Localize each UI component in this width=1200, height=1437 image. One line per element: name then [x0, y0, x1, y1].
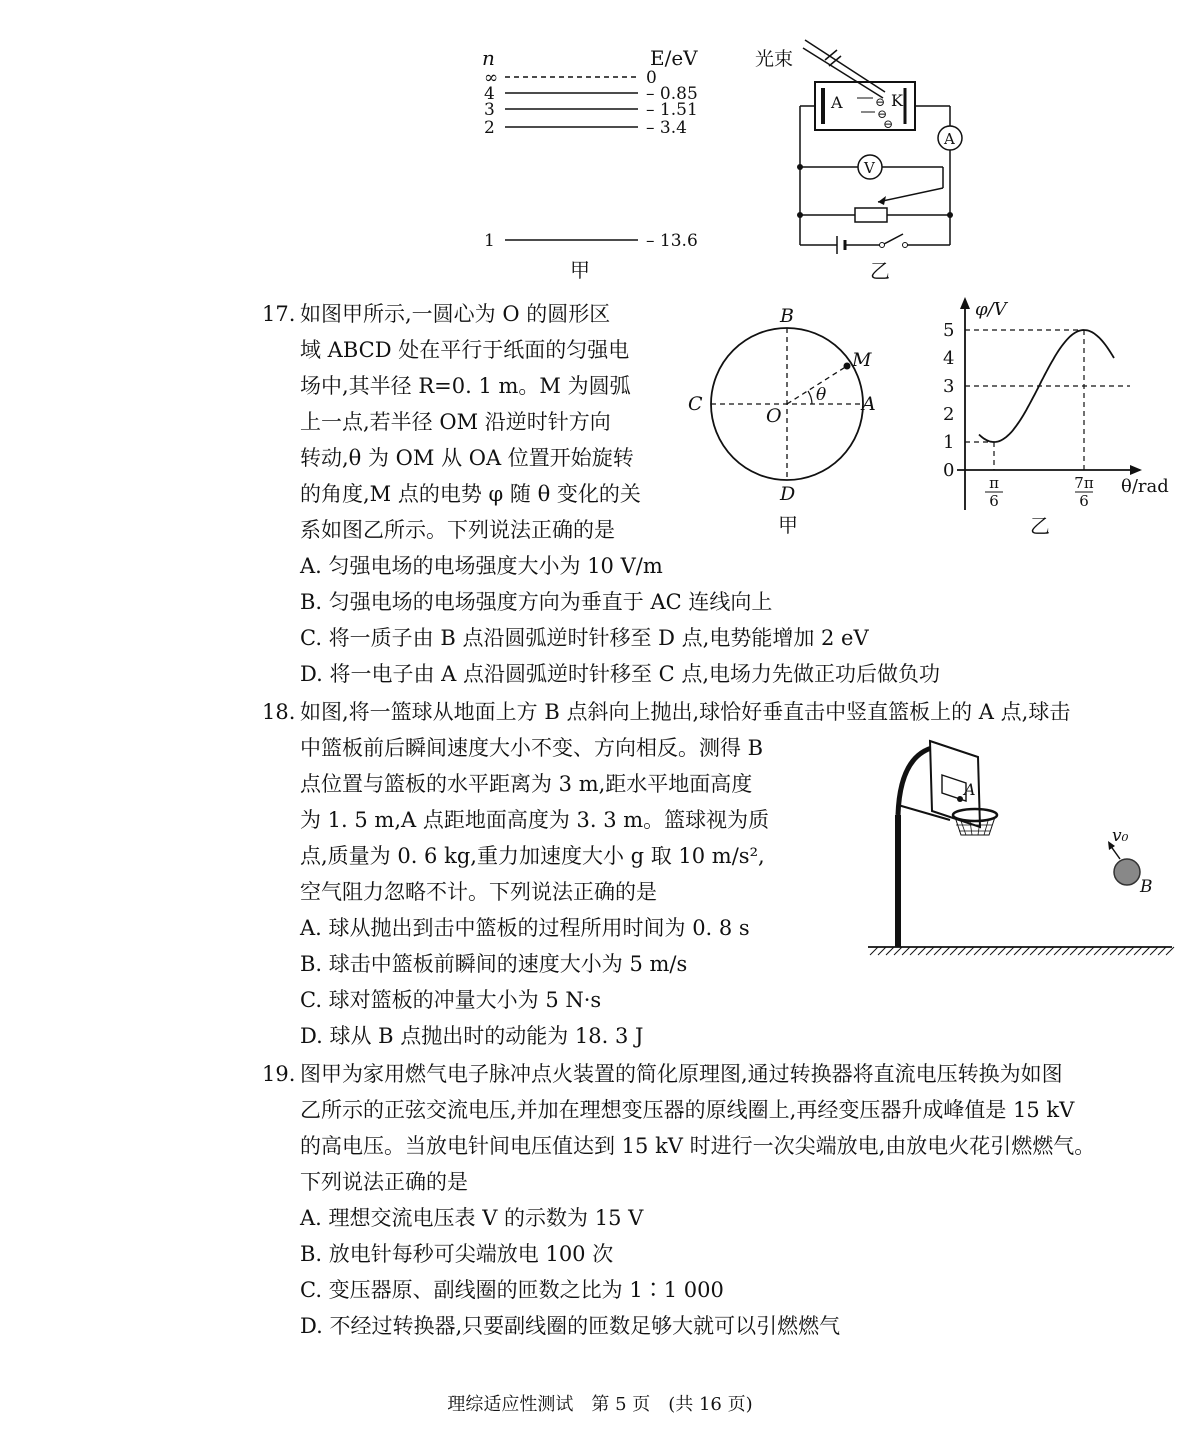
ground-hatch — [918, 947, 926, 955]
level-n-label: 1 — [484, 231, 495, 251]
q19-number: 19. — [262, 1062, 296, 1086]
y-tick-label: 5 — [943, 320, 955, 341]
point-a-label: A — [964, 780, 976, 799]
page-footer: 理综适应性测试 第 5 页 (共 16 页) — [447, 1394, 753, 1415]
y-tick-label: 2 — [943, 404, 955, 425]
q17-stem-line: 系如图乙所示。下列说法正确的是 — [300, 518, 615, 542]
ground-hatch — [966, 947, 974, 955]
circuit-caption: 乙 — [870, 259, 890, 283]
y-tick-label: 3 — [943, 376, 955, 397]
ground-hatch — [1070, 947, 1078, 955]
q18-option-b: B. 球击中篮板前瞬间的速度大小为 5 m/s — [300, 952, 688, 976]
y-tick-label: 4 — [943, 348, 955, 369]
ground-hatch — [886, 947, 894, 955]
ground-hatch — [1046, 947, 1054, 955]
ground-hatch — [982, 947, 990, 955]
graph-caption: 乙 — [1030, 514, 1050, 538]
energy-level-diagram — [470, 45, 730, 285]
level-n-label: 2 — [484, 118, 495, 138]
q19-option-d: D. 不经过转换器,只要副线圈的匝数足够大就可以引燃燃气 — [300, 1314, 841, 1338]
ground-hatch — [1014, 947, 1022, 955]
q18-stem-line: 中篮板前后瞬间速度大小不变、方向相反。测得 B — [300, 736, 764, 760]
point-b: B — [780, 305, 794, 327]
q18-stem-line: 点位置与篮板的水平距离为 3 m,距水平地面高度 — [300, 772, 753, 796]
e-label: E/eV — [650, 46, 698, 70]
y-tick-label: 0 — [943, 460, 955, 481]
q17-number: 17. — [262, 302, 296, 326]
voltmeter-label: V — [864, 159, 875, 177]
q18-stem-line: 为 1. 5 m,A 点距地面高度为 3. 3 m。篮球视为质 — [300, 808, 770, 832]
ground-hatch — [1022, 947, 1030, 955]
level-n-label: ∞ — [484, 68, 499, 88]
level-n-label: 4 — [484, 84, 495, 104]
x-tick-denominator: 6 — [989, 492, 999, 510]
anode-label: A — [831, 93, 843, 112]
point-d: D — [780, 483, 796, 505]
q17-stem-line: 场中,其半径 R=0. 1 m。M 为圆弧 — [300, 374, 631, 398]
ground-hatch — [1078, 947, 1086, 955]
electron-symbol: ⊖ — [875, 95, 886, 109]
electron-symbol-3: ⊖ — [883, 117, 894, 131]
velocity-label: v₀ — [1112, 826, 1129, 846]
q17-stem-line: 转动,θ 为 OM 从 OA 位置开始旋转 — [300, 446, 634, 470]
ground-hatch — [1094, 947, 1102, 955]
level-n-label: 3 — [484, 100, 495, 120]
q18-stem-line: 点,质量为 0. 6 kg,重力加速度大小 g 取 10 m/s², — [300, 844, 765, 868]
q17-stem-line: 的角度,M 点的电势 φ 随 θ 变化的关 — [300, 482, 641, 506]
q17-options — [300, 548, 940, 692]
point-b-label: B — [1140, 877, 1153, 897]
ground-hatch — [942, 947, 950, 955]
q18-first-line: 如图,将一篮球从地面上方 B 点斜向上抛出,球恰好垂直击中竖直篮板上的 A 点,球击 — [300, 700, 1071, 724]
ground-hatch — [1142, 947, 1150, 955]
ground-hatch — [974, 947, 982, 955]
level-energy-label: – 0.85 — [646, 84, 698, 104]
ground-hatch — [1110, 947, 1118, 955]
q18-stem — [300, 730, 769, 910]
ground-hatch — [902, 947, 910, 955]
ground-hatch — [1134, 947, 1142, 955]
ground-hatch — [926, 947, 934, 955]
q17-stem-line: 如图甲所示,一圆心为 O 的圆形区 — [300, 302, 611, 326]
energy-diagram-caption: 甲 — [570, 258, 590, 282]
ground-hatch — [910, 947, 918, 955]
ground-hatch — [1166, 947, 1174, 955]
q17-option-c: C. 将一质子由 B 点沿圆弧逆时针移至 D 点,电势能增加 2 eV — [300, 626, 869, 650]
ground-hatch — [878, 947, 886, 955]
angle-theta: θ — [816, 385, 827, 405]
level-energy-label: 0 — [646, 68, 657, 88]
ground-hatch — [950, 947, 958, 955]
q18-option-d: D. 球从 B 点抛出时的动能为 18. 3 J — [300, 1024, 644, 1048]
x-axis-label: θ/rad — [1121, 476, 1169, 497]
ground-hatch — [998, 947, 1006, 955]
circle-caption: 甲 — [778, 513, 798, 537]
ammeter-label: A — [944, 130, 955, 148]
q17-potential-graph — [935, 295, 1185, 540]
light-beam-label: 光束 — [755, 48, 794, 70]
ground-hatch — [934, 947, 942, 955]
q19-stem — [300, 1056, 1095, 1200]
n-label: n — [482, 46, 495, 70]
q17-stem-line: 上一点,若半径 OM 沿逆时针方向 — [300, 410, 611, 434]
photoelectric-circuit — [745, 40, 985, 285]
point-m: M — [852, 349, 872, 371]
ground-hatch — [1086, 947, 1094, 955]
basketball-icon — [1114, 859, 1140, 885]
cathode-label: K — [891, 91, 903, 110]
q19-stem-line: 下列说法正确的是 — [300, 1170, 468, 1194]
point-a: A — [862, 393, 876, 415]
ground-hatch — [1006, 947, 1014, 955]
basketball-figure — [860, 735, 1180, 960]
y-axis-arrow — [960, 297, 970, 309]
ground-hatch — [1038, 947, 1046, 955]
level-energy-label: – 13.6 — [646, 231, 698, 251]
ground-hatch — [1030, 947, 1038, 955]
ground-hatch — [990, 947, 998, 955]
ground-hatch — [1158, 947, 1166, 955]
q17-option-a: A. 匀强电场的电场强度大小为 10 V/m — [300, 554, 663, 578]
level-energy-label: – 1.51 — [646, 100, 698, 120]
x-tick-denominator: 6 — [1079, 492, 1089, 510]
q19-option-c: C. 变压器原、副线圈的匝数之比为 1∶1 000 — [300, 1278, 724, 1302]
q18-number: 18. — [262, 700, 296, 724]
ground-hatch — [1150, 947, 1158, 955]
ground-hatch — [1126, 947, 1134, 955]
x-axis-arrow — [1130, 465, 1142, 475]
q19-stem-line: 的高电压。当放电针间电压值达到 15 kV 时进行一次尖端放电,由放电火花引燃燃气。 — [300, 1134, 1096, 1158]
q17-option-b: B. 匀强电场的电场强度方向为垂直于 AC 连线向上 — [300, 590, 773, 614]
x-tick-numerator: 7π — [1074, 474, 1094, 492]
y-axis-label: φ/V — [975, 299, 1007, 320]
ground-hatch — [958, 947, 966, 955]
ground-hatch — [1118, 947, 1126, 955]
y-tick-label: 1 — [943, 432, 955, 453]
q19-option-a: A. 理想交流电压表 V 的示数为 15 V — [300, 1206, 644, 1230]
q19-options — [300, 1200, 840, 1344]
q19-option-b: B. 放电针每秒可尖端放电 100 次 — [300, 1242, 614, 1266]
ground-hatch — [1062, 947, 1070, 955]
rheostat-icon — [855, 208, 887, 222]
q19-stem-line: 图甲为家用燃气电子脉冲点火装置的简化原理图,通过转换器将直流电压转换为如图 — [300, 1062, 1063, 1086]
ground-hatch — [1102, 947, 1110, 955]
point-c: C — [688, 393, 703, 415]
x-tick-numerator: π — [989, 474, 999, 492]
q17-circle-figure — [680, 300, 890, 540]
ground-hatch — [870, 947, 878, 955]
electron-symbol-2: ⊖ — [877, 107, 888, 121]
q18-options — [300, 910, 750, 1054]
q17-stem — [300, 296, 641, 548]
level-energy-label: – 3.4 — [646, 118, 687, 138]
q18-option-c: C. 球对篮板的冲量大小为 5 N·s — [300, 988, 602, 1012]
q18-option-a: A. 球从抛出到击中篮板的过程所用时间为 0. 8 s — [300, 916, 750, 940]
q17-stem-line: 域 ABCD 处在平行于纸面的匀强电 — [300, 338, 630, 362]
q17-option-d: D. 将一电子由 A 点沿圆弧逆时针移至 C 点,电场力先做正功后做负功 — [300, 662, 941, 686]
q18-stem-line: 空气阻力忽略不计。下列说法正确的是 — [300, 880, 657, 904]
ground-hatch — [894, 947, 902, 955]
point-o: O — [766, 405, 782, 427]
q19-stem-line: 乙所示的正弦交流电压,并加在理想变压器的原线圈上,再经变压器升成峰值是 15 kV — [300, 1098, 1075, 1122]
ground-hatch — [1054, 947, 1062, 955]
